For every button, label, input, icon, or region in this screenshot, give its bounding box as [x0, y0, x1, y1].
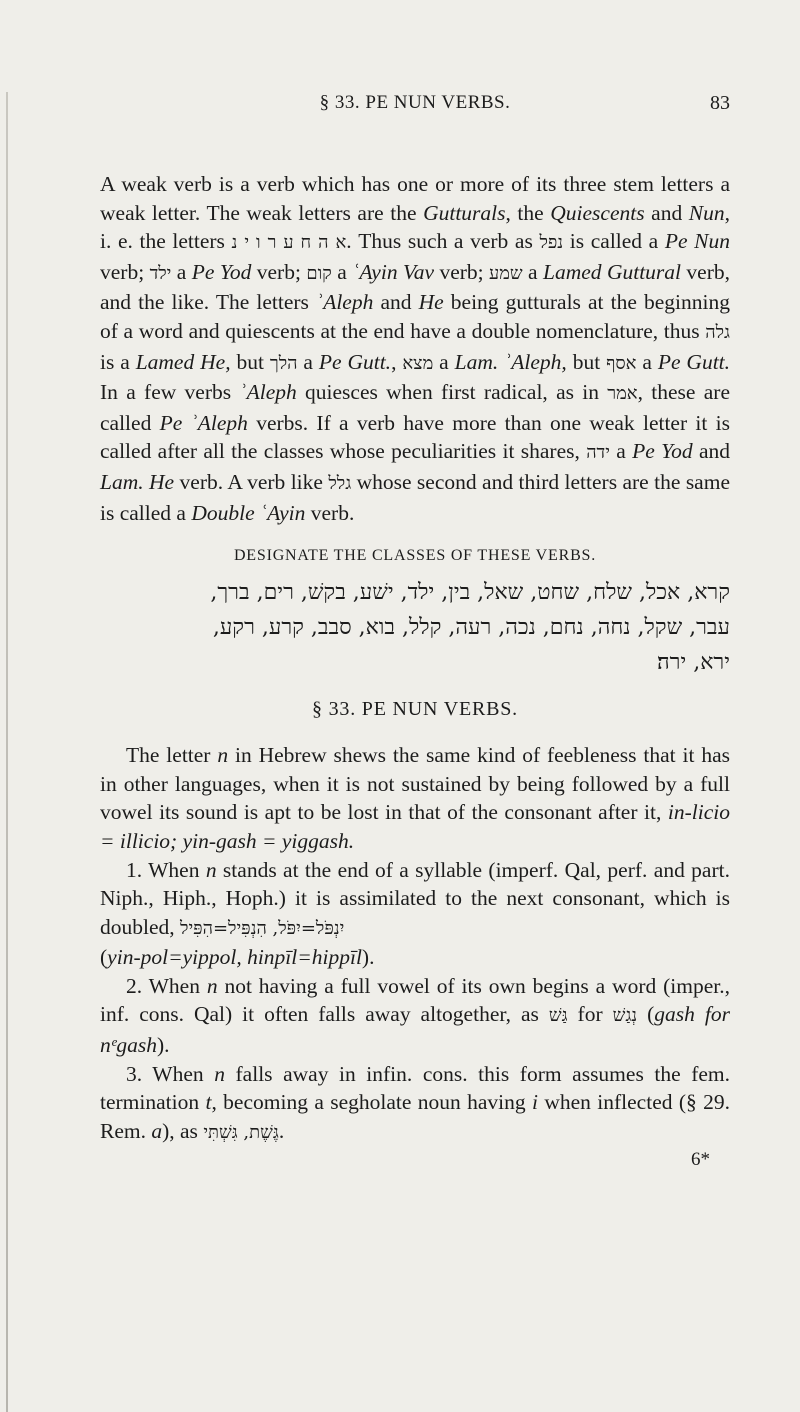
book-page: [0, 92, 800, 1412]
paragraph-weak-verbs: A weak verb is a verb which has one or more of its three stem letters a weak letter. The weak letters are the Gutturals, the Quiescents and Nun, i. e. the letters א ה ח ע ר ו י נ. Thus such a verb as נפל is called a Pe Nun verb; ילד a Pe Yod verb; קום a ʿAyin Vav verb; שמע a Lamed Guttural verb, and the like. The letters ʾAleph and He being gutturals at the beginning of a word and quiescents at the end have a double nomenclature, thus גלה is a Lamed He, but הלך a Pe Gutt., מצא a Lam. ʾAleph, but אסף a Pe Gutt. In a few verbs ʾAleph quiesces when first radical, as in אמר, these are called Pe ʾAleph verbs. If a verb have more than one weak letter it is called after all the classes whose peculiarities it shares, ידה a Pe Yod and Lam. He verb. A verb like גלל whose second and third letters are the same is called a Double ʿAyin verb.: [100, 172, 731, 525]
rule-item-3: 3. When n falls away in infin. cons. this form assumes the fem. termination t, becoming a segholate noun having i when inflected (§ 29. Rem. a), as גֶּשֶׁת, גִּשְׁתִּי.: [100, 1061, 731, 1143]
running-title: § 33. PE NUN VERBS.: [319, 92, 511, 113]
rule-item-1: 1. When n stands at the end of a syllable (imperf. Qal, perf. and part. Niph., Hiph., Hoph.) it is assimilated to the next consonant, which is doubled, יִנְפֹּל=יִפֹּל, הִנְפִּיל=הִפִּיל (yin-pol=yippol, hinpīl=hippīl).: [100, 857, 730, 970]
exercise-heading: DESIGNATE THE CLASSES OF THESE VERBS.: [233, 547, 597, 565]
signature-mark: 6*: [691, 1149, 710, 1171]
paragraph-letter-n: The letter n in Hebrew shews the same kind of feebleness that it has in other languages, when it is not sustained by being followed by a full vowel its sound is apt to be lost in that of the consonant after it, in-licio = illicio; yin-gash = yiggash.: [100, 743, 730, 853]
hebrew-verb-list: [100, 575, 730, 680]
hebrew-verb-line: עבר, שקל, נחה, נחם, נכה, רעה, קלל, בוא, סבב, קרע, רקע,: [212, 615, 730, 641]
section-heading: § 33. PE NUN VERBS.: [312, 698, 518, 721]
page-edge-shadow: [6, 92, 8, 1412]
hebrew-verb-line: ירא, ירה׃: [657, 650, 730, 676]
hebrew-verb-line: קרא, אכל, שלח, שחט, שאל, בין, ילד, ישׁע, בקשׁ, רים, ברך,: [210, 580, 730, 606]
running-header: [100, 92, 730, 122]
rule-item-2: 2. When n not having a full vowel of its own begins a word (imper., inf. cons. Qal) it often falls away altogether, as גַּשׁ for נְגַשׁ (gash for nᵉgash).: [100, 973, 730, 1058]
page-number: 83: [710, 92, 730, 114]
hebrew-weak-letters: א ה ח ע ר ו י נ: [231, 232, 347, 254]
